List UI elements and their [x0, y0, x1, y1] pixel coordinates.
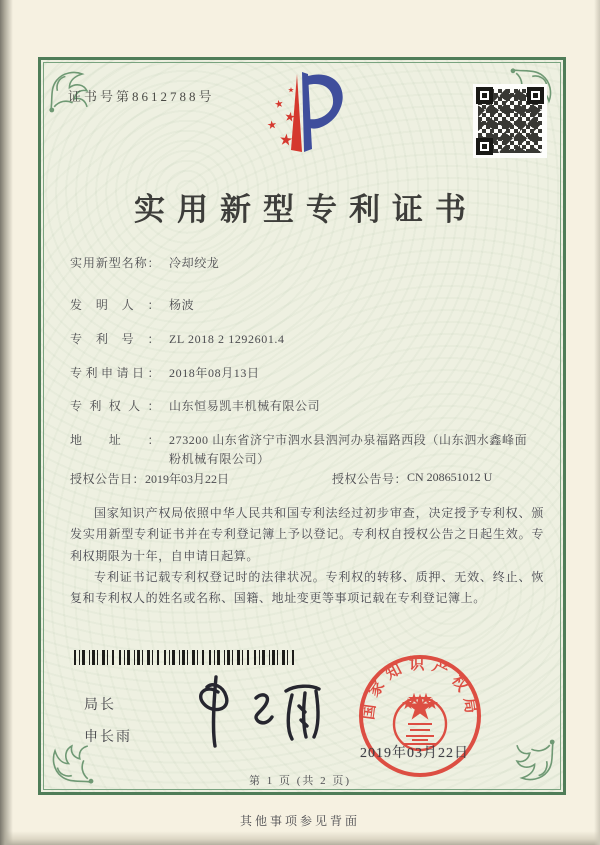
grant-number-label: 授权公告号：: [332, 472, 408, 486]
cnipa-logo-icon: [250, 62, 350, 170]
field-label: 专利权人：: [70, 399, 160, 413]
field-label: 专利申请日：: [70, 366, 160, 380]
field-value: 273200 山东省济宁市泗水县泗河办泉福路西段（山东泗水鑫峰面粉机械有限公司）: [169, 433, 528, 466]
field-row-patent-number: [70, 330, 542, 349]
field-value: 山东恒易凯丰机械有限公司: [169, 399, 321, 413]
certificate-number: 证书号第8612788号: [68, 89, 215, 104]
field-row-grant: [70, 470, 542, 487]
field-row-patentee: [70, 397, 542, 416]
seal-text: 国家知识产权局: [360, 656, 480, 721]
field-label: 发明人：: [70, 298, 160, 312]
qr-finder-icon: [476, 138, 493, 155]
legal-paragraph-2: 专利证书记载专利权登记时的法律状况。专利权的转移、质押、无效、终止、恢复和专利权人的姓名或名称、国籍、地址变更等事项记载在专利登记簿上。: [70, 570, 544, 606]
barcode-icon: [74, 650, 294, 665]
seal-date: 2019年03月22日: [360, 746, 469, 761]
page-number: 第 1 页 (共 2 页): [248, 775, 352, 787]
grant-number-value: CN 208651012 U: [407, 470, 493, 484]
footer-note: 其他事项参见背面: [239, 814, 360, 828]
certificate-title: 实用新型专利证书: [134, 192, 478, 227]
field-label: 地址：: [70, 433, 160, 447]
field-value: 2018年08月13日: [169, 366, 260, 380]
field-label: 实用新型名称：: [70, 256, 160, 270]
field-label: 专利号：: [70, 332, 160, 346]
field-value: ZL 2018 2 1292601.4: [169, 332, 285, 346]
grant-date-value: 2019年03月22日: [145, 472, 230, 486]
field-row-filing-date: [70, 364, 542, 383]
qr-code-icon: [476, 87, 544, 155]
legal-text: [70, 503, 544, 610]
grant-date-label: 授权公告日：: [70, 472, 146, 486]
field-value: 杨波: [169, 298, 195, 312]
field-row-address: [70, 431, 542, 468]
signature-icon: [168, 670, 353, 754]
director-title: 局长: [84, 698, 116, 713]
qr-finder-icon: [476, 87, 493, 104]
director-name: 申长雨: [84, 730, 132, 745]
field-row-inventor: [70, 296, 542, 315]
qr-finder-icon: [527, 87, 544, 104]
field-value: 冷却绞龙: [169, 256, 220, 270]
legal-paragraph-1: 国家知识产权局依照中华人民共和国专利法经过初步审查，决定授予专利权、颁发实用新型专利证书并在专利登记簿上予以登记。专利权自授权公告之日起生效。专利权期限为十年，自申请日起算。: [70, 506, 544, 563]
field-row-name: [70, 254, 542, 273]
